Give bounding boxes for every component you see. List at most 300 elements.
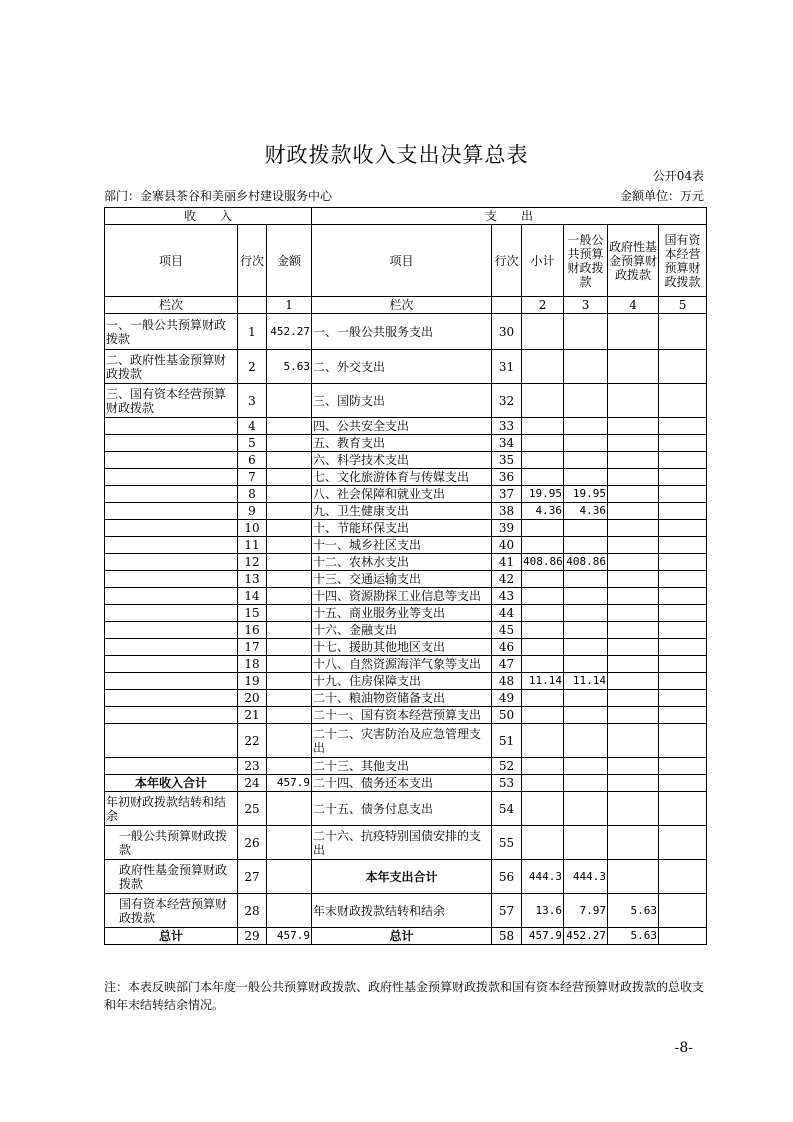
state-capital-cell xyxy=(659,707,707,724)
table-row xyxy=(105,775,707,792)
gov-fund-cell xyxy=(608,452,659,469)
general-budget-cell: 19.95 xyxy=(564,486,608,503)
subtotal-cell xyxy=(522,537,564,554)
expense-item-cell: 十八、自然资源海洋气象等支出 xyxy=(312,656,492,673)
income-amount-cell xyxy=(267,673,312,690)
income-item-cell xyxy=(105,571,238,588)
expense-item-cell: 二十六、抗疫特别国债安排的支出 xyxy=(312,826,492,860)
gov-fund-cell xyxy=(608,860,659,894)
general-budget-cell xyxy=(564,622,608,639)
income-row-no-cell: 24 xyxy=(238,775,267,792)
income-amount-cell xyxy=(267,554,312,571)
gov-fund-cell xyxy=(608,690,659,707)
subtotal-cell: 11.14 xyxy=(522,673,564,690)
state-capital-cell xyxy=(659,673,707,690)
table-row xyxy=(105,503,707,520)
expense-row-no-cell: 56 xyxy=(492,860,522,894)
general-budget-cell xyxy=(564,707,608,724)
expense-item-cell: 年末财政拨款结转和结余 xyxy=(312,894,492,928)
gov-fund-cell xyxy=(608,639,659,656)
income-item-cell: 三、国有资本经营预算财政拨款 xyxy=(105,384,238,418)
table-row xyxy=(105,384,707,418)
expense-row-no-cell: 40 xyxy=(492,537,522,554)
state-capital-cell xyxy=(659,758,707,775)
subtotal-cell xyxy=(522,826,564,860)
subtotal-cell: 4.36 xyxy=(522,503,564,520)
gov-fund-cell xyxy=(608,656,659,673)
state-capital-cell xyxy=(659,452,707,469)
gov-fund-cell xyxy=(608,758,659,775)
income-item-cell xyxy=(105,588,238,605)
general-budget-cell xyxy=(564,571,608,588)
income-item-cell xyxy=(105,639,238,656)
general-budget-cell: 452.27 xyxy=(564,928,608,945)
table-row xyxy=(105,537,707,554)
table-row xyxy=(105,894,707,928)
table-row xyxy=(105,314,707,350)
state-capital-cell xyxy=(659,656,707,673)
gov-fund-cell xyxy=(608,486,659,503)
general-budget-cell xyxy=(564,775,608,792)
expense-item-cell: 十七、援助其他地区支出 xyxy=(312,639,492,656)
subtotal-header: 小计 xyxy=(522,225,564,297)
expense-item-cell: 十一、城乡社区支出 xyxy=(312,537,492,554)
subtotal-cell xyxy=(522,435,564,452)
gov-fund-cell xyxy=(608,775,659,792)
subtotal-cell xyxy=(522,622,564,639)
general-budget-cell xyxy=(564,537,608,554)
general-budget-cell xyxy=(564,826,608,860)
income-item-cell xyxy=(105,537,238,554)
subtotal-cell xyxy=(522,605,564,622)
subtotal-cell: 408.86 xyxy=(522,554,564,571)
general-budget-header: 一般公共预算财政拨款 xyxy=(564,225,608,297)
gov-fund-cell: 5.63 xyxy=(608,894,659,928)
expense-section-header: 支 出 xyxy=(312,208,707,225)
gov-fund-cell xyxy=(608,571,659,588)
gov-fund-cell xyxy=(608,350,659,384)
col-index-3: 3 xyxy=(564,297,608,314)
expense-item-cell: 十六、金融支出 xyxy=(312,622,492,639)
gov-fund-cell xyxy=(608,435,659,452)
state-capital-cell xyxy=(659,775,707,792)
general-budget-cell xyxy=(564,656,608,673)
expense-row-no-cell: 52 xyxy=(492,758,522,775)
expense-row-no-cell: 39 xyxy=(492,520,522,537)
income-row-no-cell: 22 xyxy=(238,724,267,758)
state-capital-cell xyxy=(659,622,707,639)
table-row xyxy=(105,469,707,486)
table-row xyxy=(105,860,707,894)
expense-row-no-cell: 57 xyxy=(492,894,522,928)
income-amount-header: 金额 xyxy=(267,225,312,297)
gov-fund-cell xyxy=(608,707,659,724)
table-row xyxy=(105,656,707,673)
income-row-no-cell: 11 xyxy=(238,537,267,554)
general-budget-cell xyxy=(564,588,608,605)
expense-item-cell: 二十三、其他支出 xyxy=(312,758,492,775)
state-capital-cell xyxy=(659,503,707,520)
page-number: -8- xyxy=(674,1040,693,1056)
income-row-no-cell: 2 xyxy=(238,350,267,384)
income-row-no-cell: 10 xyxy=(238,520,267,537)
gov-fund-cell xyxy=(608,622,659,639)
income-row-no-cell: 19 xyxy=(238,673,267,690)
general-budget-cell xyxy=(564,792,608,826)
column-index-row xyxy=(105,297,707,314)
income-item-cell xyxy=(105,707,238,724)
expense-row-no-cell: 47 xyxy=(492,656,522,673)
general-budget-cell xyxy=(564,350,608,384)
table-row xyxy=(105,622,707,639)
gov-fund-cell xyxy=(608,537,659,554)
income-row-no-cell: 9 xyxy=(238,503,267,520)
expense-row-no-cell: 33 xyxy=(492,418,522,435)
subtotal-cell: 19.95 xyxy=(522,486,564,503)
table-row xyxy=(105,792,707,826)
table-row xyxy=(105,758,707,775)
gov-fund-cell xyxy=(608,503,659,520)
income-item-cell xyxy=(105,469,238,486)
income-amount-cell xyxy=(267,571,312,588)
income-row-no-cell: 6 xyxy=(238,452,267,469)
income-item-cell xyxy=(105,435,238,452)
expense-row-no-cell: 36 xyxy=(492,469,522,486)
expense-item-header: 项目 xyxy=(312,225,492,297)
table-row xyxy=(105,639,707,656)
income-row-no-cell: 18 xyxy=(238,656,267,673)
income-amount-cell xyxy=(267,486,312,503)
income-row-no-cell: 12 xyxy=(238,554,267,571)
state-capital-cell xyxy=(659,537,707,554)
income-item-cell: 国有资本经营预算财政拨款 xyxy=(105,894,238,928)
subtotal-cell xyxy=(522,758,564,775)
state-capital-cell xyxy=(659,418,707,435)
gov-fund-header: 政府性基金预算财政拨款 xyxy=(608,225,659,297)
income-amount-cell xyxy=(267,656,312,673)
table-row xyxy=(105,435,707,452)
income-amount-cell xyxy=(267,707,312,724)
income-amount-cell: 457.9 xyxy=(267,928,312,945)
col-index-5: 5 xyxy=(659,297,707,314)
income-amount-cell xyxy=(267,724,312,758)
expense-item-cell: 十五、商业服务业等支出 xyxy=(312,605,492,622)
form-number: 公开04表 xyxy=(652,169,704,183)
income-amount-cell xyxy=(267,537,312,554)
general-budget-cell xyxy=(564,605,608,622)
income-item-cell xyxy=(105,554,238,571)
income-item-cell xyxy=(105,656,238,673)
income-amount-cell: 457.9 xyxy=(267,775,312,792)
expense-row-no-cell: 50 xyxy=(492,707,522,724)
expense-row-no-cell: 43 xyxy=(492,588,522,605)
table-row xyxy=(105,673,707,690)
income-item-cell: 本年收入合计 xyxy=(105,775,238,792)
general-budget-cell xyxy=(564,690,608,707)
expense-row-no-cell: 55 xyxy=(492,826,522,860)
income-amount-cell xyxy=(267,469,312,486)
general-budget-cell: 7.97 xyxy=(564,894,608,928)
income-item-cell: 总计 xyxy=(105,928,238,945)
expense-row-no-cell: 48 xyxy=(492,673,522,690)
expense-row-no-cell: 49 xyxy=(492,690,522,707)
state-capital-cell xyxy=(659,486,707,503)
amount-unit-label: 金额单位：万元 xyxy=(619,189,704,203)
income-item-cell xyxy=(105,503,238,520)
expense-row-no-cell: 45 xyxy=(492,622,522,639)
table-row xyxy=(105,350,707,384)
subtotal-cell xyxy=(522,314,564,350)
income-amount-cell xyxy=(267,588,312,605)
state-capital-cell xyxy=(659,826,707,860)
footnote: 注：本表反映部门本年度一般公共预算财政拨款、政府性基金预算财政拨款和国有资本经营预算财政拨款的总收支和年末结转结余情况。 xyxy=(104,980,705,1012)
table-row xyxy=(105,690,707,707)
expense-row-no-cell: 38 xyxy=(492,503,522,520)
table-row xyxy=(105,452,707,469)
income-amount-cell xyxy=(267,622,312,639)
gov-fund-cell xyxy=(608,520,659,537)
income-row-no-cell: 3 xyxy=(238,384,267,418)
income-amount-cell: 452.27 xyxy=(267,314,312,350)
income-item-cell: 年初财政拨款结转和结余 xyxy=(105,792,238,826)
table-row xyxy=(105,520,707,537)
finance-summary-table xyxy=(104,207,707,945)
expense-item-cell: 二、外交支出 xyxy=(312,350,492,384)
expense-item-cell: 总计 xyxy=(312,928,492,945)
gov-fund-cell xyxy=(608,588,659,605)
state-capital-cell xyxy=(659,690,707,707)
subtotal-cell xyxy=(522,384,564,418)
subtotal-cell xyxy=(522,707,564,724)
table-row xyxy=(105,928,707,945)
income-row-no-cell: 16 xyxy=(238,622,267,639)
page-title: 财政拨款收入支出决算总表 xyxy=(264,143,529,167)
subtotal-cell xyxy=(522,775,564,792)
gov-fund-cell xyxy=(608,314,659,350)
expense-item-cell: 十二、农林水支出 xyxy=(312,554,492,571)
income-amount-cell xyxy=(267,826,312,860)
general-budget-cell xyxy=(564,520,608,537)
expense-row-no-cell: 35 xyxy=(492,452,522,469)
income-row-no-cell: 21 xyxy=(238,707,267,724)
general-budget-cell xyxy=(564,469,608,486)
state-capital-cell xyxy=(659,350,707,384)
income-row-no-cell: 15 xyxy=(238,605,267,622)
department-label: 部门：金寨县茶谷和美丽乡村建设服务中心 xyxy=(104,189,333,203)
income-row-no-cell: 28 xyxy=(238,894,267,928)
income-amount-cell xyxy=(267,758,312,775)
subtotal-cell xyxy=(522,792,564,826)
general-budget-cell xyxy=(564,418,608,435)
table-row xyxy=(105,605,707,622)
income-amount-cell xyxy=(267,520,312,537)
expense-row-no-cell: 53 xyxy=(492,775,522,792)
subtotal-cell xyxy=(522,452,564,469)
income-amount-cell xyxy=(267,418,312,435)
table-row xyxy=(105,707,707,724)
income-row-no-cell: 13 xyxy=(238,571,267,588)
expense-row-no-cell: 51 xyxy=(492,724,522,758)
expense-row-no-header: 行次 xyxy=(492,225,522,297)
income-amount-cell xyxy=(267,860,312,894)
expense-item-cell: 本年支出合计 xyxy=(312,860,492,894)
table-row xyxy=(105,418,707,435)
income-amount-cell xyxy=(267,605,312,622)
general-budget-cell xyxy=(564,314,608,350)
col-index-label: 栏次 xyxy=(105,297,238,314)
general-budget-cell xyxy=(564,639,608,656)
income-amount-cell xyxy=(267,894,312,928)
state-capital-cell xyxy=(659,605,707,622)
expense-row-no-cell: 34 xyxy=(492,435,522,452)
gov-fund-cell xyxy=(608,826,659,860)
expense-item-cell: 十、节能环保支出 xyxy=(312,520,492,537)
expense-item-cell: 二十二、灾害防治及应急管理支出 xyxy=(312,724,492,758)
subtotal-cell xyxy=(522,724,564,758)
col-index-label-2: 栏次 xyxy=(312,297,492,314)
income-row-no-cell: 14 xyxy=(238,588,267,605)
income-item-cell xyxy=(105,758,238,775)
gov-fund-cell xyxy=(608,554,659,571)
income-amount-cell xyxy=(267,435,312,452)
income-amount-cell xyxy=(267,690,312,707)
expense-item-cell: 二十、粮油物资储备支出 xyxy=(312,690,492,707)
col-index-1: 1 xyxy=(267,297,312,314)
subtotal-cell xyxy=(522,571,564,588)
income-row-no-cell: 29 xyxy=(238,928,267,945)
income-row-no-cell: 8 xyxy=(238,486,267,503)
general-budget-cell: 11.14 xyxy=(564,673,608,690)
income-row-no-cell: 4 xyxy=(238,418,267,435)
subtotal-cell: 444.3 xyxy=(522,860,564,894)
income-item-cell: 一般公共预算财政拨款 xyxy=(105,826,238,860)
expense-row-no-cell: 31 xyxy=(492,350,522,384)
gov-fund-cell xyxy=(608,673,659,690)
subtotal-cell xyxy=(522,520,564,537)
income-amount-cell xyxy=(267,503,312,520)
income-row-no-cell: 23 xyxy=(238,758,267,775)
expense-row-no-cell: 58 xyxy=(492,928,522,945)
expense-item-cell: 二十五、债务付息支出 xyxy=(312,792,492,826)
expense-row-no-cell: 54 xyxy=(492,792,522,826)
table-row xyxy=(105,554,707,571)
subtotal-cell xyxy=(522,469,564,486)
income-row-no-cell: 27 xyxy=(238,860,267,894)
income-row-no-cell: 20 xyxy=(238,690,267,707)
general-budget-cell xyxy=(564,384,608,418)
expense-item-cell: 十四、资源勘探工业信息等支出 xyxy=(312,588,492,605)
expense-item-cell: 一、一般公共服务支出 xyxy=(312,314,492,350)
income-item-cell xyxy=(105,622,238,639)
income-row-no-header: 行次 xyxy=(238,225,267,297)
table-row xyxy=(105,486,707,503)
expense-item-cell: 六、科学技术支出 xyxy=(312,452,492,469)
subtotal-cell xyxy=(522,656,564,673)
subtotal-cell: 457.9 xyxy=(522,928,564,945)
income-item-cell xyxy=(105,690,238,707)
income-amount-cell xyxy=(267,452,312,469)
income-item-cell xyxy=(105,724,238,758)
gov-fund-cell xyxy=(608,605,659,622)
income-row-no-cell: 5 xyxy=(238,435,267,452)
expense-row-no-cell: 37 xyxy=(492,486,522,503)
income-row-no-cell: 1 xyxy=(238,314,267,350)
state-capital-cell xyxy=(659,928,707,945)
general-budget-cell xyxy=(564,435,608,452)
gov-fund-cell xyxy=(608,469,659,486)
general-budget-cell xyxy=(564,758,608,775)
income-item-cell xyxy=(105,486,238,503)
expense-row-no-cell: 46 xyxy=(492,639,522,656)
expense-item-cell: 二十一、国有资本经营预算支出 xyxy=(312,707,492,724)
gov-fund-cell xyxy=(608,384,659,418)
subtotal-cell: 13.6 xyxy=(522,894,564,928)
state-capital-cell xyxy=(659,894,707,928)
income-amount-cell xyxy=(267,792,312,826)
table-row xyxy=(105,588,707,605)
state-capital-cell xyxy=(659,314,707,350)
income-section-header: 收 入 xyxy=(105,208,312,225)
table-row xyxy=(105,571,707,588)
state-capital-cell xyxy=(659,860,707,894)
state-capital-cell xyxy=(659,639,707,656)
expense-item-cell: 十九、住房保障支出 xyxy=(312,673,492,690)
state-capital-cell xyxy=(659,571,707,588)
general-budget-cell xyxy=(564,724,608,758)
income-row-no-cell: 7 xyxy=(238,469,267,486)
general-budget-cell xyxy=(564,452,608,469)
expense-row-no-cell: 41 xyxy=(492,554,522,571)
income-row-no-cell: 17 xyxy=(238,639,267,656)
subtotal-cell xyxy=(522,418,564,435)
state-capital-cell xyxy=(659,520,707,537)
income-item-cell: 二、政府性基金预算财政拨款 xyxy=(105,350,238,384)
subtotal-cell xyxy=(522,639,564,656)
expense-row-no-cell: 42 xyxy=(492,571,522,588)
expense-item-cell: 九、卫生健康支出 xyxy=(312,503,492,520)
income-amount-cell xyxy=(267,639,312,656)
col-index-2: 2 xyxy=(522,297,564,314)
gov-fund-cell xyxy=(608,418,659,435)
state-capital-cell xyxy=(659,469,707,486)
expense-row-no-cell: 32 xyxy=(492,384,522,418)
general-budget-cell: 444.3 xyxy=(564,860,608,894)
gov-fund-cell xyxy=(608,724,659,758)
subtotal-cell xyxy=(522,588,564,605)
gov-fund-cell: 5.63 xyxy=(608,928,659,945)
state-capital-header: 国有资本经营预算财政拨款 xyxy=(659,225,707,297)
expense-row-no-cell: 44 xyxy=(492,605,522,622)
income-row-no-cell: 26 xyxy=(238,826,267,860)
income-amount-cell xyxy=(267,384,312,418)
general-budget-cell: 408.86 xyxy=(564,554,608,571)
expense-item-cell: 五、教育支出 xyxy=(312,435,492,452)
state-capital-cell xyxy=(659,554,707,571)
expense-item-cell: 八、社会保障和就业支出 xyxy=(312,486,492,503)
expense-item-cell: 七、文化旅游体育与传媒支出 xyxy=(312,469,492,486)
table-row xyxy=(105,826,707,860)
income-item-cell xyxy=(105,673,238,690)
income-item-cell xyxy=(105,452,238,469)
gov-fund-cell xyxy=(608,792,659,826)
state-capital-cell xyxy=(659,588,707,605)
subtotal-cell xyxy=(522,690,564,707)
state-capital-cell xyxy=(659,435,707,452)
subtotal-cell xyxy=(522,350,564,384)
income-item-header: 项目 xyxy=(105,225,238,297)
expense-item-cell: 十三、交通运输支出 xyxy=(312,571,492,588)
col-index-4: 4 xyxy=(608,297,659,314)
